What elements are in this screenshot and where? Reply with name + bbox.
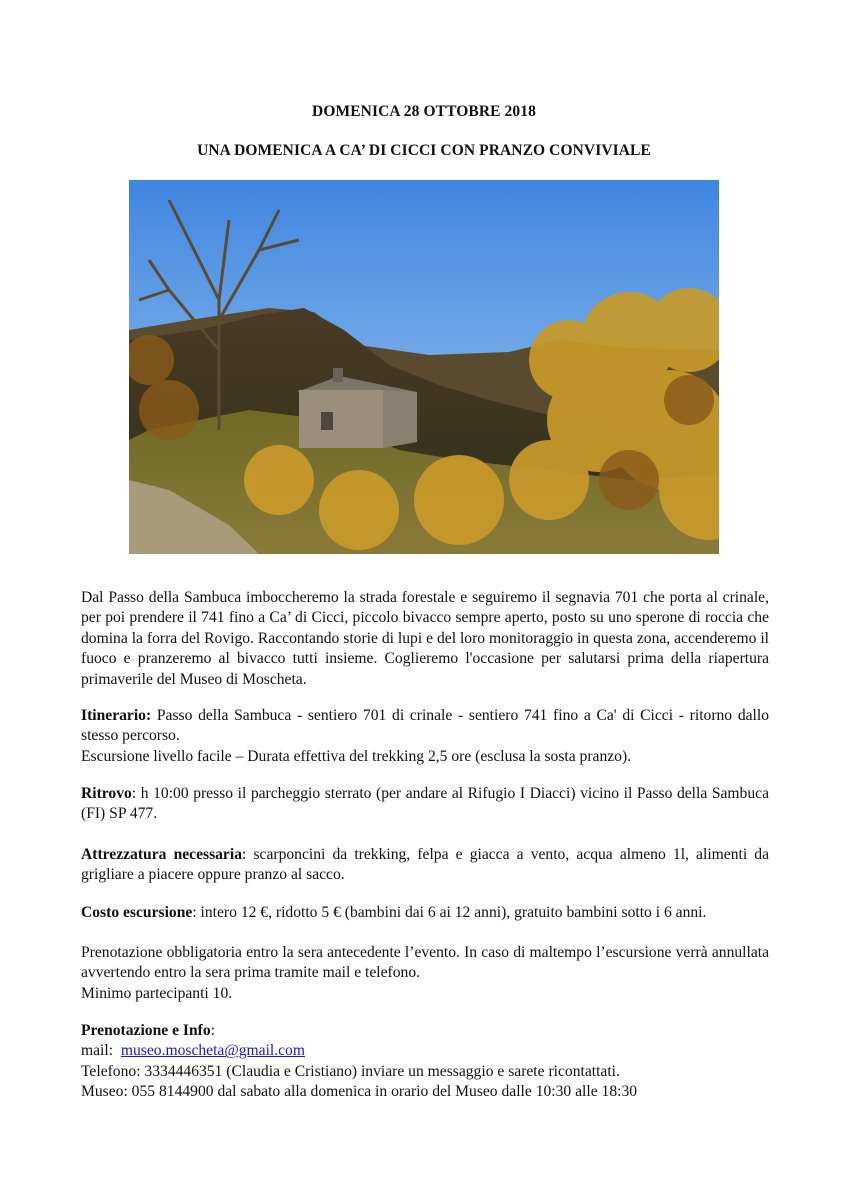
museo-line: Museo: 055 8144900 dal sabato alla domenica in orario del Museo dalle 10:30 alle 18:30 — [81, 1083, 638, 1101]
prenotazione-text: Prenotazione obbligatoria entro la sera antecedente l’evento. In caso di maltempo l’escursione verrà annullata avvertendo entro la sera prima tramite mail e telefono. — [81, 944, 769, 982]
info-heading — [81, 1021, 769, 1041]
ritrovo-text: : h 10:00 presso il parcheggio sterrato (per andare al Rifugio I Diacci) vicino il Passo della Sambuca (FI) SP 477. — [81, 785, 769, 823]
intro-paragraph: Dal Passo della Sambuca imboccheremo la strada forestale e seguiremo il segnavia 701 che porta al crinale, per poi prendere il 741 fino a Ca’ di Cicci, piccolo bivacco sempre aperto, posto su uno sperone di roccia che domina la forra del Rovigo. Raccontando storie di lupi e del loro monitoraggio in questa zona, accenderemo il fuoco e pranzeremo al bivacco tutti insieme. Coglieremo l'occasione per salutarsi prima della riapertura primaverile del Museo di Moscheta. — [81, 589, 769, 688]
attrezzatura-label: Attrezzatura necessaria — [81, 846, 242, 863]
attrezzatura-section — [81, 845, 769, 886]
event-title-heading: UNA DOMENICA A CA’ DI CICCI CON PRANZO CONVIVIALE — [197, 142, 651, 159]
attrezzatura-text: : scarponcini da trekking, felpa e giacca a vento, acqua almeno 1l, alimenti da grigliare a piacere oppure pranzo al sacco. — [81, 846, 770, 884]
ritrovo-section — [81, 784, 769, 825]
itinerario-text: Passo della Sambuca - sentiero 701 di crinale - sentiero 741 fino a Ca' di Cicci - ritorno dallo stesso percorso. — [81, 707, 769, 745]
itinerario-difficulty: Escursione livello facile – Durata effettiva del trekking 2,5 ore (esclusa la sosta pranzo). — [81, 747, 632, 765]
costo-text: : intero 12 €, ridotto 5 € (bambini dai 6 ai 12 anni), gratuito bambini sotto i 6 anni. — [192, 904, 707, 921]
info-section — [81, 1021, 769, 1103]
itinerario-label: Itinerario: — [81, 707, 152, 724]
prenotazione-section — [81, 943, 769, 1004]
costo-label: Costo escursione — [81, 904, 193, 921]
mail-prefix: mail: — [81, 1042, 121, 1060]
info-label: Prenotazione e Info — [81, 1022, 211, 1039]
event-date-heading: DOMENICA 28 OTTOBRE 2018 — [312, 103, 536, 120]
costo-section — [81, 903, 769, 923]
telefono-line: Telefono: 3334446351 (Claudia e Cristiano) inviare un messaggio e sarete ricontattati. — [81, 1062, 620, 1080]
info-colon: : — [210, 1022, 215, 1039]
mail-line — [81, 1041, 769, 1061]
ritrovo-label: Ritrovo — [81, 785, 132, 802]
email-link[interactable]: museo.moscheta@gmail.com — [120, 1042, 305, 1060]
minimo-partecipanti: Minimo partecipanti 10. — [81, 984, 233, 1002]
itinerario-section — [81, 706, 769, 767]
landscape-photo — [129, 180, 719, 554]
